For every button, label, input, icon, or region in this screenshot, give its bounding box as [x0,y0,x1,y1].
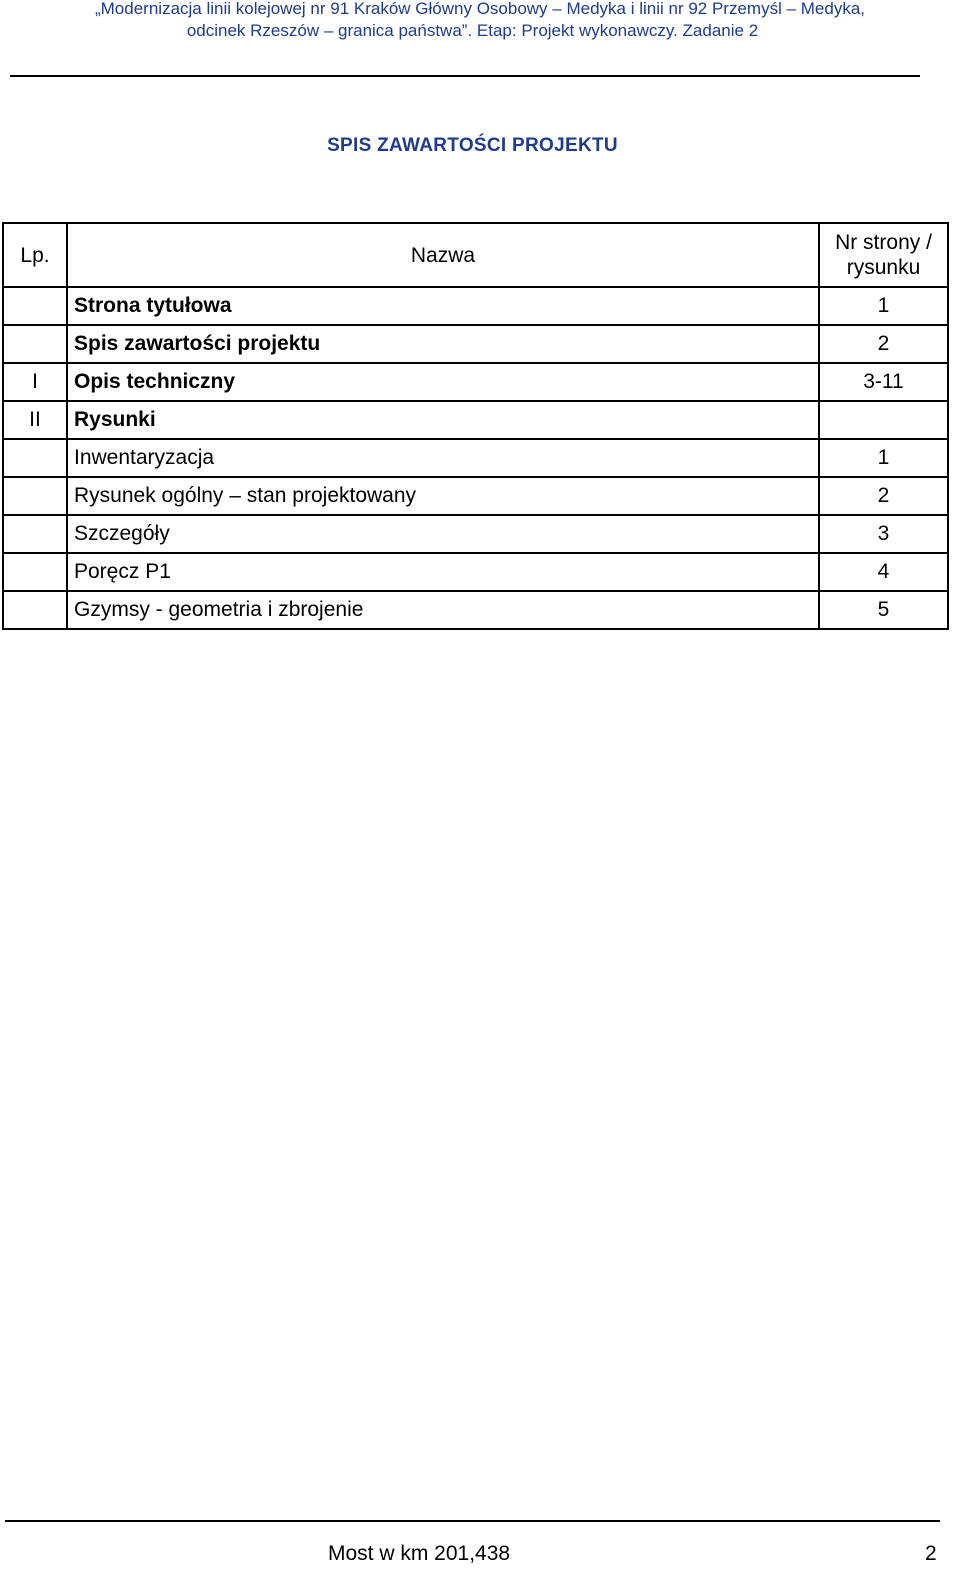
row-name: Strona tytułowa [67,287,819,325]
row-lp [3,325,67,363]
row-lp [3,591,67,629]
table-row [3,515,948,553]
row-lp [3,553,67,591]
contents-table [2,222,949,630]
row-name: Gzymsy - geometria i zbrojenie [67,591,819,629]
row-lp: I [3,363,67,401]
table-row [3,401,948,439]
table-row [3,363,948,401]
footer-object-name: Most w km 201,438 [328,1542,511,1565]
row-name: Spis zawartości projektu [67,325,819,363]
row-page: 3-11 [819,363,948,401]
row-lp [3,515,67,553]
row-name: Szczegóły [67,515,819,553]
page-title: SPIS ZAWARTOŚCI PROJEKTU [327,135,618,156]
table-row [3,439,948,477]
header-line-2: odcinek Rzeszów – granica państwa”. Etap: Projekt wykonawczy. Zadanie 2 [186,21,759,40]
row-name: Opis techniczny [67,363,819,401]
footer-page-number: 2 [925,1542,937,1565]
row-page: 2 [819,325,948,363]
row-lp [3,287,67,325]
row-name: Rysunki [67,401,819,439]
footer-rule [5,1520,940,1522]
row-lp [3,439,67,477]
column-header-nr: Nr strony / rysunku [819,223,948,287]
header-line-1: „Modernizacja linii kolejowej nr 91 Kraków Główny Osobowy – Medyka i linii nr 92 Przemyśl – Medyka, [94,0,866,18]
row-page [819,401,948,439]
row-page: 4 [819,553,948,591]
row-name: Poręcz P1 [67,553,819,591]
column-header-name: Nazwa [67,223,819,287]
table-row [3,591,948,629]
column-header-lp: Lp. [3,223,67,287]
row-page: 3 [819,515,948,553]
table-row [3,477,948,515]
row-lp [3,477,67,515]
table-row [3,553,948,591]
row-page: 1 [819,439,948,477]
table-row [3,287,948,325]
header-rule [10,75,920,77]
row-lp: II [3,401,67,439]
table-header-row [3,223,948,287]
row-name: Rysunek ogólny – stan projektowany [67,477,819,515]
row-page: 1 [819,287,948,325]
row-page: 5 [819,591,948,629]
row-page: 2 [819,477,948,515]
table-row [3,325,948,363]
row-name: Inwentaryzacja [67,439,819,477]
